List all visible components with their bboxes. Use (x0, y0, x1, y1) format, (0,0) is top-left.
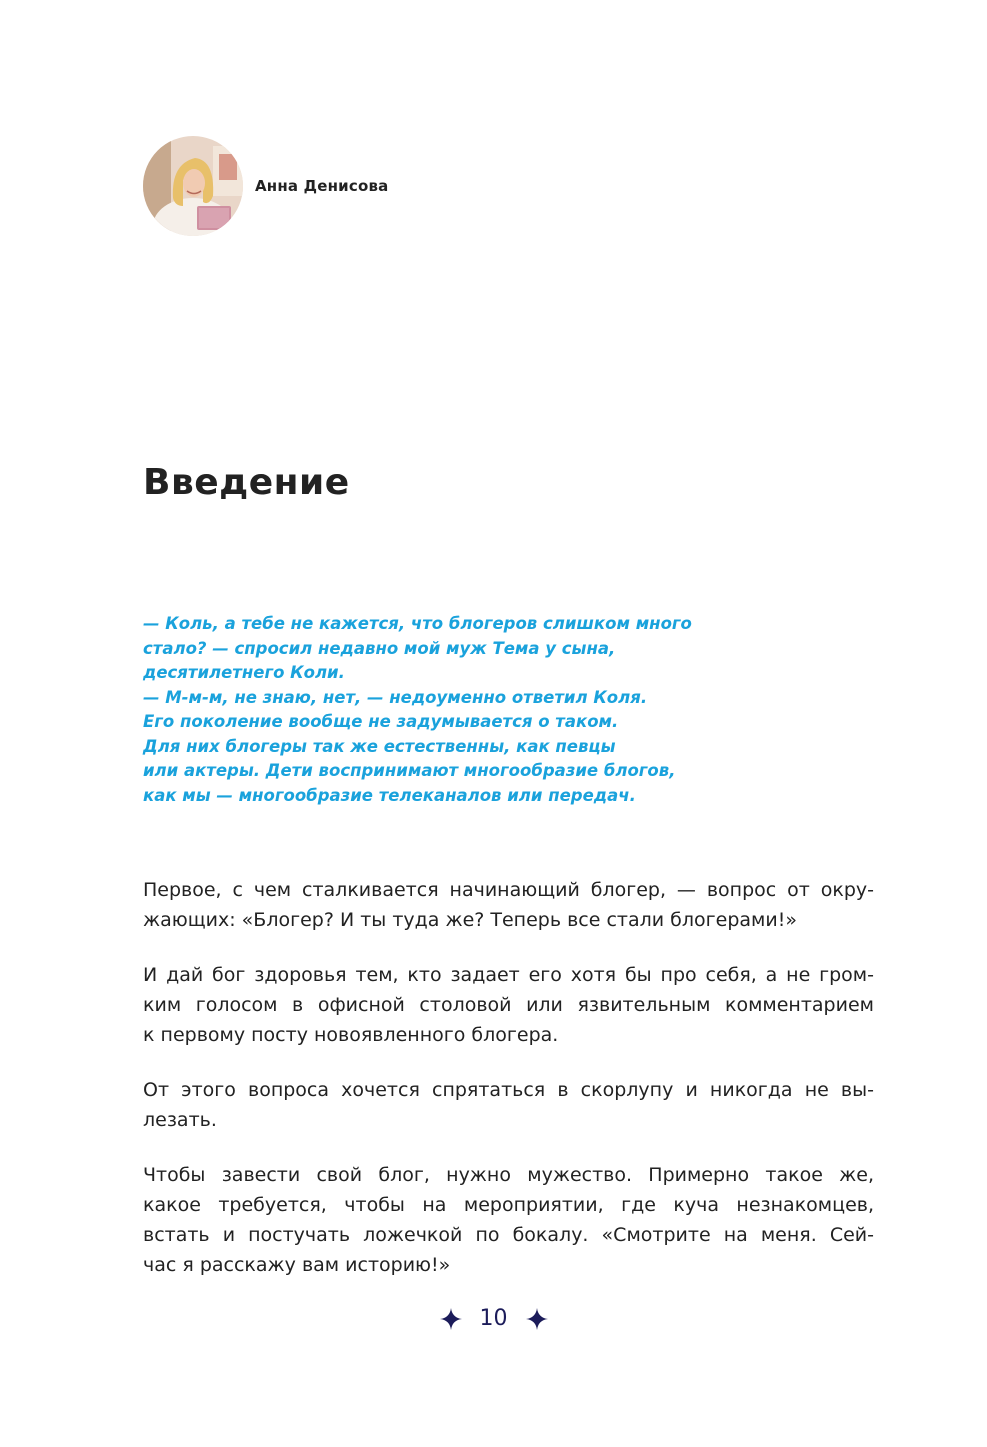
paragraph (143, 960, 874, 1050)
epigraph-line: десятилетнего Коли. (143, 663, 345, 682)
page-footer (0, 1306, 987, 1331)
paragraph-line: лезать. (143, 1109, 217, 1131)
epigraph-dialogue (143, 612, 763, 808)
body-text (143, 875, 874, 1305)
paragraph-line: к первому посту новоявленного блогера. (143, 1024, 559, 1046)
epigraph-line: — М-м-м, не знаю, нет, — недоуменно ответил Коля. (143, 687, 648, 707)
epigraph-line: или актеры. Дети воспринимают многообразие блогов, (143, 761, 676, 780)
paragraph-line: какое требуется, чтобы на мероприятии, где куча незнакомцев, (143, 1194, 874, 1216)
epigraph-line: стало? — спросил недавно мой муж Тема у сына, (143, 638, 616, 658)
epigraph-line: Его поколение вообще не задумывается о таком. (143, 712, 619, 731)
paragraph-line: От этого вопроса хочется спрятаться в скорлупу и никогда не вы- (143, 1079, 874, 1101)
paragraph-line: час я расскажу вам историю!» (143, 1254, 451, 1276)
paragraph (143, 1075, 874, 1135)
author-name: Анна Денисова (255, 177, 389, 195)
author-block (143, 136, 389, 236)
epigraph-line: как мы — многообразие телеканалов или передач. (143, 785, 636, 805)
avatar-photo-icon (143, 136, 243, 236)
paragraph (143, 1160, 874, 1280)
paragraph-line: И дай бог здоровья тем, кто задает его хотя бы про себя, а не гром- (143, 964, 874, 986)
paragraph-line: Первое, с чем сталкивается начинающий блогер, — вопрос от окру- (143, 879, 874, 901)
epigraph-line: Для них блогеры так же естественны, как певцы (143, 736, 616, 756)
four-point-star-icon (526, 1308, 548, 1330)
paragraph-line: ким голосом в офисной столовой или язвительным комментарием (143, 994, 874, 1016)
author-avatar (143, 136, 243, 236)
paragraph-line: Чтобы завести свой блог, нужно мужество. Примерно такое же, (143, 1164, 874, 1186)
chapter-title: Введение (143, 462, 350, 503)
paragraph (143, 875, 874, 935)
paragraph-line: встать и постучать ложечкой по бокалу. «Смотрите на меня. Сей- (143, 1224, 874, 1246)
epigraph-line: — Коль, а тебе не кажется, что блогеров слишком много (143, 614, 692, 633)
four-point-star-icon (440, 1308, 462, 1330)
page-number: 10 (479, 1306, 508, 1331)
paragraph-line: жающих: «Блогер? И ты туда же? Теперь все стали блогерами!» (143, 909, 797, 931)
